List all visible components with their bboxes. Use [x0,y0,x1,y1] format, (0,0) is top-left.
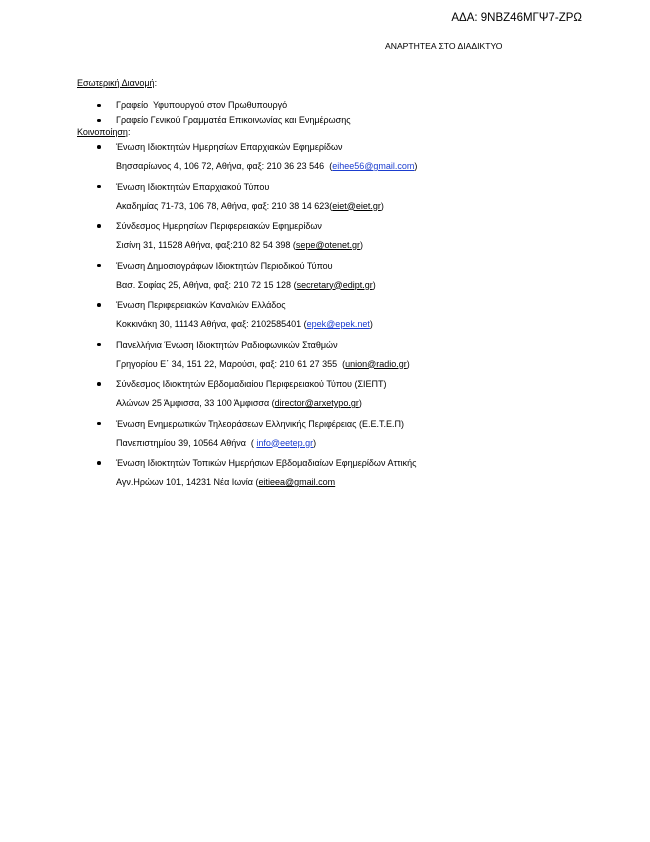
recipient-address-line [0,157,650,177]
email-link[interactable]: eitieea@gmail.com [258,477,336,487]
closing-paren: ) [360,240,364,250]
list-item [0,177,650,217]
closing-paren: ) [414,161,418,171]
bullet-icon [97,224,101,228]
recipient-name: Γραφείο Υφυπουργού στον Πρωθυπουργό [116,100,288,110]
recipient-address: Αγν.Ηρώων 101, 14231 Νέα Ιωνία ( [116,477,259,487]
recipient-address-line [0,197,650,217]
list-item [0,453,650,493]
list-item [0,335,650,375]
email-link[interactable]: eiet@eiet.gr [332,200,381,211]
recipient-name-line [0,295,650,315]
bullet-icon [97,382,101,386]
cc-label: Κοινοποίηση [77,127,128,137]
recipient-name-line [0,414,650,434]
recipient-address: Αλώνων 25 Άμφισσα, 33 100 Άμφισσα ( [116,398,275,408]
recipient-address-line [0,355,650,375]
recipient-name: Πανελλήνια Ένωση Ιδιοκτητών Ραδιοφωνικών Σταθμών [116,339,338,350]
bullet-icon [97,185,101,189]
bullet-icon [97,264,101,268]
bullet-icon [97,343,101,347]
recipient-name-line [0,216,650,236]
list-item [0,295,650,335]
recipient-name-line [0,137,650,157]
recipient-address-line [0,394,650,414]
bullet-icon [97,104,101,108]
closing-paren: ) [313,437,317,448]
bullet-icon [97,119,101,123]
list-item [0,256,650,296]
internal-distribution-heading [77,77,157,89]
recipient-address: Γρηγορίου Ε΄ 34, 151 22, Μαρούσι, φαξ: 210 61 27 355 ( [116,358,346,369]
recipient-address-line [0,236,650,256]
heading-colon: : [154,78,158,88]
recipient-address: Βησσαρίωνος 4, 106 72, Αθήνα, φαξ: 210 36 23 546 ( [116,161,333,171]
email-link[interactable]: director@arxetypo.gr [274,398,359,408]
email-link[interactable]: eihee56@gmail.com [332,161,415,171]
recipient-address-line [0,473,650,493]
list-item [0,374,650,414]
list-item [0,98,650,113]
email-link[interactable]: secretary@edipt.gr [296,279,373,290]
list-item [0,414,650,454]
recipient-address-line [0,434,650,454]
email-link[interactable]: epek@epek.net [306,319,370,329]
cc-list [0,137,650,493]
recipient-name: Σύνδεσμος Ιδιοκτητών Εβδομαδιαίου Περιφερειακού Τύπου (ΣΙΕΠΤ) [116,379,387,389]
recipient-address: Κοκκινάκη 30, 11143 Αθήνα, φαξ: 2102585401 ( [116,319,307,329]
recipient-name: Σύνδεσμος Ημερησίων Περιφερειακών Εφημερίδων [116,221,322,231]
bullet-icon [97,461,101,465]
ada-code: ΑΔΑ: 9ΝΒΖ46ΜΓΨ7-ΖΡΩ [451,12,582,24]
recipient-name: Ένωση Περιφερειακών Καναλιών Ελλάδος [116,300,286,310]
recipient-name-line [0,453,650,473]
recipient-name: Ένωση Ιδιοκτητών Επαρχιακού Τύπου [116,181,270,192]
recipient-name: Ένωση Δημοσιογράφων Ιδιοκτητών Περιοδικού Τύπου [116,260,333,271]
heading-colon: : [127,127,131,137]
email-link[interactable]: info@eetep.gr [256,437,314,448]
recipient-address-line [0,276,650,296]
recipient-name: Ένωση Ιδιοκτητών Ημερησίων Επαρχιακών Εφημερίδων [116,142,343,152]
recipient-name: Ένωση Ενημερωτικών Τηλεοράσεων Ελληνικής Περιφέρειας (Ε.Ε.Τ.Ε.Π) [116,418,404,429]
bullet-icon [97,422,101,426]
publish-notice: ΑΝΑΡΤΗΤΕΑ ΣΤΟ ΔΙΑΔΙΚΤΥΟ [385,41,503,51]
list-item [0,216,650,256]
email-link[interactable]: sepe@otenet.gr [295,240,361,250]
bullet-icon [97,303,101,307]
recipient-name: Ένωση Ιδιοκτητών Τοπικών Ημερήσιων Εβδομαδιαίων Εφημερίδων Αττικής [116,458,417,468]
recipient-address-line [0,315,650,335]
recipient-name-line [0,374,650,394]
recipient-name-line [0,335,650,355]
recipient-name: Γραφείο Γενικού Γραμματέα Επικοινωνίας και Ενημέρωσης [116,115,351,125]
closing-paren: ) [358,398,362,408]
closing-paren: ) [406,358,410,369]
internal-distribution-list [0,98,650,128]
closing-paren: ) [372,279,376,290]
internal-distribution-label: Εσωτερική Διανομή [77,78,155,88]
closing-paren: ) [380,200,384,211]
closing-paren: ) [369,319,373,329]
recipient-address: Σισίνη 31, 11528 Αθήνα, φαξ:210 82 54 398 ( [116,240,296,250]
list-item [0,137,650,177]
recipient-name-line [0,177,650,197]
recipient-address: Βασ. Σοφίας 25, Αθήνα, φαξ: 210 72 15 128 ( [116,279,297,290]
recipient-name-line [0,256,650,276]
recipient-address: Πανεπιστημίου 39, 10564 Αθήνα ( [116,437,257,448]
bullet-icon [97,145,101,149]
email-link[interactable]: union@radio.gr [345,358,407,369]
recipient-address: Ακαδημίας 71-73, 106 78, Αθήνα, φαξ: 210 38 14 623( [116,200,333,211]
